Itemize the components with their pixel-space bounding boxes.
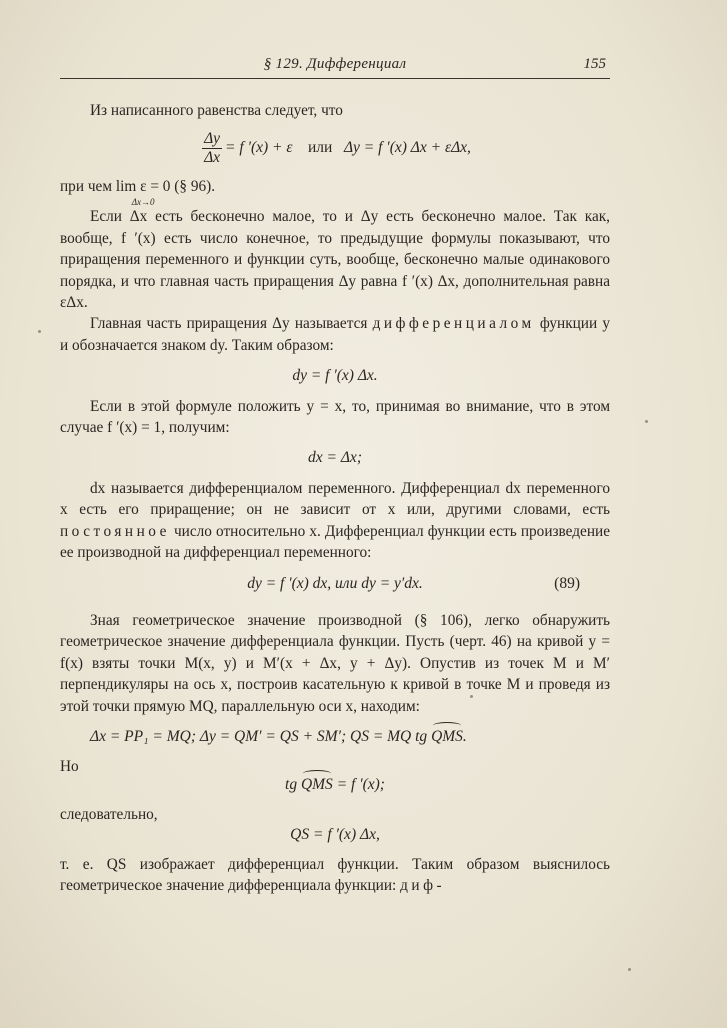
equation-dx: dx = Δx; — [308, 449, 362, 467]
limit-subscript: Δx→0 — [131, 196, 155, 207]
paragraph-4 — [60, 313, 610, 356]
paragraph-4-lead: Главная часть приращения Δy называется — [90, 315, 368, 333]
tangent-value: = f ′(x); — [332, 775, 385, 793]
paragraph-6-lead: dx называется дифференциалом переменного. Дифференциал dx переменного x есть его приращение; он не зависит от x или, другими словами, есть — [60, 479, 610, 519]
paragraph-8-lead: т. е. QS изображает дифференциал функции. Таким образом выяснилось геометрическое значение дифференциала функции: — [60, 855, 610, 895]
equation-qs: QS = f ′(x) Δx, — [290, 825, 380, 843]
term-constant: постоянное — [60, 522, 170, 540]
paragraph-3: Если Δx есть бесконечно малое, то и Δy есть бесконечно малое. Так как, вообще, f ′(x) есть число конечное, то предыдущие формулы показывают, что приращения переменного и функции суть, вообще, бесконечно малые одинакового порядка, и что главная часть приращения Δy равна f ′(x) Δx, дополнительная равна εΔx. — [60, 208, 610, 312]
term-differential-hyphen: диф- — [400, 877, 446, 895]
paper-speck — [628, 968, 631, 971]
equation-number: (89) — [554, 574, 580, 592]
equation-dy: dy = f ′(x) Δx. — [292, 367, 378, 385]
limit-reference: (§ 96). — [174, 178, 216, 196]
paper-speck — [38, 330, 41, 333]
equation-geometry — [60, 726, 610, 747]
equation-increment: $\frac{\Delta y}{\Delta x}$ = f ′(x) + ε или Δy = f ′(x) Δx + εΔx, — [204, 130, 471, 167]
page-header — [60, 52, 610, 79]
label-no: Но — [60, 758, 79, 776]
paragraph-7: Зная геометрическое значение производной (§ 106), легко обнаружить геометрическое значение дифференциала функции. Пусть (черт. 46) на кривой y = f(x) взяты точки M(x, y) и M′(x + Δx, y + Δy). Опустив из точек M и M′ перпендикуляры на ось x, построив касательную к кривой в точке M и проведя из этой точки прямую MQ, параллельную оси x, находим: — [60, 611, 610, 715]
equation-increment-right: Δy = f ′(x) Δx + εΔx, — [343, 139, 471, 157]
paragraph-8 — [60, 854, 610, 897]
tangent-label: tg — [285, 775, 298, 793]
equation-89-body: dy = f ′(x) dx, или dy = y′dx. — [247, 574, 423, 592]
term-differential: дифференциалом — [372, 315, 535, 333]
paragraph-6 — [60, 478, 610, 564]
page-body — [60, 100, 610, 897]
equation-increment-left: f ′(x) + ε — [239, 139, 293, 157]
limit-expression — [116, 176, 171, 206]
fraction-numerator: Δy — [204, 130, 221, 148]
equation-89 — [60, 573, 610, 594]
paragraph-1: Из написанного равенства следует, что — [90, 102, 343, 119]
paper-speck — [645, 420, 648, 423]
page-number: 155 — [583, 56, 606, 72]
paragraph-6-tail: число относительно x. Дифференциал функции есть произведение ее производной на дифференциал переменного: — [60, 522, 611, 562]
equation-geometry-end: . — [462, 727, 467, 745]
paragraph-limit — [60, 176, 610, 206]
equation-geometry-body: Δx = PP₁ = MQ; Δy = QM′ = QS + SM′; QS = MQ tg — [90, 727, 428, 745]
running-head: § 129. Дифференциал — [263, 56, 407, 72]
label-hence: следовательно, — [60, 806, 158, 824]
paragraph-5: Если в этой формуле положить y = x, то, принимая во внимание, что в этом случае f ′(x) = 1, получим: — [60, 397, 610, 437]
angle-qms-2: QMS — [301, 774, 333, 795]
equation-tangent — [60, 774, 610, 795]
angle-qms: QMS — [431, 726, 463, 747]
fraction-dy-dx — [202, 130, 222, 167]
equation-or-word: или — [307, 139, 333, 157]
paragraph-4-tail: функции y и обозначается знаком dy. Таким образом: — [60, 315, 610, 354]
paper-speck — [470, 695, 473, 698]
limit-lead: при чем — [60, 178, 113, 196]
fraction-denominator: Δx — [204, 149, 221, 167]
limit-main: lim ε = 0 — [115, 178, 171, 196]
